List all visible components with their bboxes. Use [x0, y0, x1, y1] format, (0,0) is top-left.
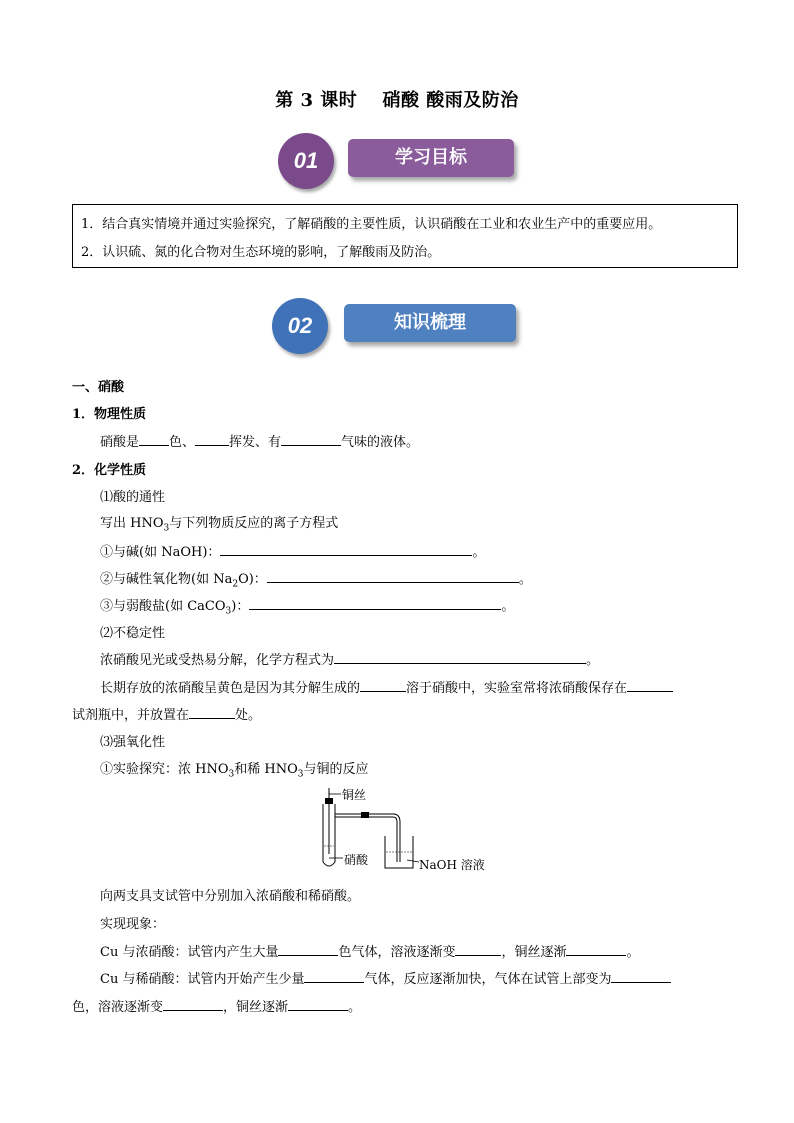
answer-blank[interactable]	[220, 543, 472, 556]
text: Cu 与稀硝酸：试管内开始产生少量	[100, 972, 305, 987]
text: 和稀 HNO	[234, 762, 298, 777]
stopper-icon	[325, 798, 333, 804]
text: 。	[518, 572, 532, 587]
text: 试剂瓶中，并放置在	[72, 708, 190, 723]
clamp-icon	[361, 812, 369, 818]
heading-nitric-acid: 一、硝酸	[72, 380, 125, 395]
page-title: 第 3 课时 硝酸 酸雨及防治	[275, 90, 519, 111]
label-nitric-acid: 硝酸	[344, 853, 369, 867]
text: 气味的液体。	[341, 435, 420, 450]
answer-blank[interactable]	[334, 651, 586, 664]
text: 。	[472, 545, 486, 560]
subheading-strong-oxidizing: ⑶强氧化性	[100, 735, 166, 750]
text: 。	[501, 599, 515, 614]
label-copper-wire: 铜丝	[342, 788, 367, 802]
yellow-color-explanation	[100, 677, 673, 696]
text: 与铜的反应	[303, 762, 369, 777]
text: 色气体，溶液逐渐变	[338, 945, 456, 960]
phenomena-heading: 实现现象：	[100, 917, 166, 932]
text: 气体，反应逐渐加快，气体在试管上部变为	[364, 972, 612, 987]
answer-blank[interactable]	[267, 570, 519, 583]
answer-blank[interactable]	[249, 597, 501, 610]
ionic-equation-intro	[100, 512, 338, 534]
text: O)：	[238, 572, 267, 587]
answer-blank[interactable]	[566, 943, 626, 956]
text: ②与碱性氧化物(如 Na	[100, 572, 233, 587]
text: 挥发、有	[229, 435, 282, 450]
answer-blank[interactable]	[627, 679, 673, 692]
subheading-acid-general: ⑴酸的通性	[100, 490, 166, 505]
text: 长期存放的浓硝酸呈黄色是因为其分解生成的	[100, 681, 361, 696]
experiment-procedure: 向两支具支试管中分别加入浓硝酸和稀硝酸。	[100, 889, 361, 904]
answer-blank[interactable]	[288, 998, 348, 1011]
text: 。	[626, 945, 640, 960]
subscript: 3	[228, 769, 235, 780]
storage-location	[72, 704, 261, 723]
text: 。	[348, 1000, 362, 1015]
learning-goals-box	[72, 204, 738, 268]
answer-blank[interactable]	[611, 970, 671, 983]
heading-chemical-properties: 2．化学性质	[72, 463, 147, 478]
badge-number: 02	[272, 298, 328, 354]
subscript: 3	[297, 769, 304, 780]
question-basic-oxide	[100, 568, 532, 590]
text: 色、	[169, 435, 196, 450]
answer-blank[interactable]	[139, 433, 169, 446]
text: ，铜丝逐渐	[501, 945, 567, 960]
cu-concentrated-acid	[100, 941, 640, 960]
heading-physical-properties: 1．物理性质	[72, 407, 147, 422]
badge-label: 知识梳理	[344, 304, 516, 342]
answer-blank[interactable]	[360, 679, 406, 692]
text: 硝酸是	[100, 435, 140, 450]
goal-item: 2．认识硫、氮的化合物对生态环境的影响，了解酸雨及防治。	[81, 245, 441, 260]
cu-dilute-acid	[100, 968, 671, 987]
text: 与下列物质反应的离子方程式	[169, 516, 339, 531]
experiment-title	[100, 758, 369, 780]
answer-blank[interactable]	[195, 433, 229, 446]
answer-blank[interactable]	[304, 970, 364, 983]
answer-blank[interactable]	[455, 943, 501, 956]
text: ，铜丝逐渐	[223, 1000, 289, 1015]
text: 色，溶液逐渐变	[72, 1000, 164, 1015]
badge-label: 学习目标	[348, 139, 514, 177]
answer-blank[interactable]	[189, 706, 235, 719]
section-badge-knowledge	[272, 298, 522, 354]
cu-dilute-acid-cont	[72, 996, 361, 1015]
physical-properties-line	[100, 431, 419, 450]
text: 。	[586, 653, 600, 668]
subscript: 3	[225, 606, 232, 617]
question-weak-acid-salt	[100, 595, 514, 617]
subheading-instability: ⑵不稳定性	[100, 626, 166, 641]
text: )：	[231, 599, 250, 614]
goal-item: 1．结合真实情境并通过实验探究，了解硝酸的主要性质，认识硝酸在工业和农业生产中的重要应用。	[81, 217, 662, 232]
text: Cu 与浓硝酸：试管内产生大量	[100, 945, 279, 960]
answer-blank[interactable]	[281, 433, 341, 446]
subscript: 2	[232, 579, 239, 590]
text: 浓硝酸见光或受热易分解，化学方程式为	[100, 653, 335, 668]
text: ③与弱酸盐(如 CaCO	[100, 599, 226, 614]
answer-blank[interactable]	[163, 998, 223, 1011]
question-base	[100, 541, 485, 560]
subscript: 3	[163, 523, 170, 534]
text: 溶于硝酸中，实验室常将浓硝酸保存在	[406, 681, 628, 696]
text: ①与碱(如 NaOH)：	[100, 545, 221, 560]
text: ①实验探究：浓 HNO	[100, 762, 229, 777]
answer-blank[interactable]	[278, 943, 338, 956]
text: 处。	[235, 708, 262, 723]
badge-number: 01	[278, 133, 334, 189]
text: 写出 HNO	[100, 516, 164, 531]
label-naoh-solution: NaOH 溶液	[419, 858, 485, 872]
section-badge-goals	[278, 133, 518, 189]
decomposition-equation	[100, 649, 599, 668]
